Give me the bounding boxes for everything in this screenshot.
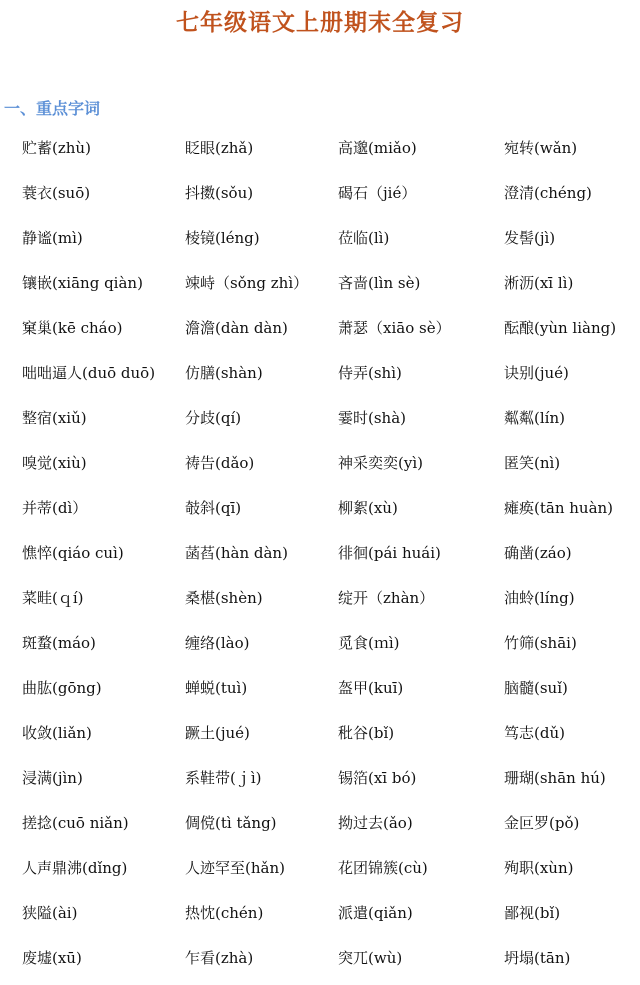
vocabulary-row	[0, 535, 640, 580]
vocabulary-entry: 静谧(mì)	[22, 229, 83, 247]
vocabulary-row	[0, 940, 640, 985]
vocabulary-entry: 菜畦(ｑí)	[22, 589, 84, 607]
vocabulary-entry: 人迹罕至(hǎn)	[185, 859, 285, 877]
vocabulary-entry: 坍塌(tān)	[504, 949, 571, 967]
vocabulary-row	[0, 850, 640, 895]
page-title: 七年级语文上册期末全复习	[176, 10, 464, 36]
vocabulary-entry: 笃志(dǔ)	[504, 724, 565, 742]
vocabulary-entry: 贮蓄(zhù)	[22, 139, 91, 157]
vocabulary-entry: 蝉蜕(tuì)	[185, 679, 248, 697]
vocabulary-entry: 收敛(liǎn)	[22, 724, 92, 742]
vocabulary-entry: 窠巢(kē cháo)	[22, 319, 123, 337]
vocabulary-entry: 桑椹(shèn)	[185, 589, 263, 607]
vocabulary-entry: 废墟(xū)	[22, 949, 82, 967]
vocabulary-entry: 珊瑚(shān hú)	[504, 769, 606, 787]
vocabulary-row	[0, 895, 640, 940]
vocabulary-entry: 徘徊(pái huái)	[338, 544, 441, 562]
vocabulary-entry: 咄咄逼人(duō duō)	[22, 364, 156, 382]
vocabulary-entry: 曲肱(gōng)	[22, 679, 102, 697]
vocabulary-entry: 菡萏(hàn dàn)	[185, 544, 288, 562]
vocabulary-row	[0, 580, 640, 625]
vocabulary-entry: 缠络(lào)	[185, 634, 250, 652]
vocabulary-entry: 抖擞(sǒu)	[185, 184, 254, 202]
vocabulary-entry: 澄清(chéng)	[504, 184, 592, 202]
vocabulary-row	[0, 130, 640, 175]
vocabulary-entry: 突兀(wù)	[338, 949, 403, 967]
vocabulary-row	[0, 490, 640, 535]
vocabulary-row	[0, 400, 640, 445]
vocabulary-entry: 宛转(wǎn)	[504, 139, 578, 157]
vocabulary-entry: 锡箔(xī bó)	[338, 769, 417, 787]
vocabulary-entry: 粼粼(lín)	[504, 409, 565, 427]
vocabulary-entry: 澹澹(dàn dàn)	[185, 319, 288, 337]
vocabulary-entry: 嗅觉(xiù)	[22, 454, 87, 472]
vocabulary-entry: 拗过去(ǎo)	[338, 814, 413, 832]
vocabulary-entry: 油蛉(líng)	[504, 589, 575, 607]
vocabulary-entry: 倜傥(tì tǎng)	[185, 814, 277, 832]
vocabulary-entry: 盔甲(kuī)	[338, 679, 404, 697]
vocabulary-entry: 侍弄(shì)	[338, 364, 402, 382]
vocabulary-entry: 仿膳(shàn)	[185, 364, 263, 382]
vocabulary-entry: 镶嵌(xiāng qiàn)	[22, 274, 143, 292]
vocabulary-entry: 霎时(shà)	[338, 409, 407, 427]
vocabulary-entry: 确凿(záo)	[504, 544, 572, 562]
vocabulary-entry: 棱镜(léng)	[185, 229, 260, 247]
vocabulary-entry: 人声鼎沸(dǐng)	[22, 859, 128, 877]
vocabulary-row	[0, 265, 640, 310]
vocabulary-entry: 并蒂(dì）	[22, 499, 88, 517]
section-heading: 一、重点字词	[4, 99, 101, 118]
vocabulary-entry: 斑蝥(máo)	[22, 634, 96, 652]
vocabulary-entry: 发髻(jì)	[504, 229, 556, 247]
vocabulary-entry: 热忱(chén)	[185, 904, 264, 922]
vocabulary-entry: 蓑衣(suō)	[22, 184, 91, 202]
vocabulary-entry: 憔悴(qiáo cuì)	[22, 544, 124, 562]
vocabulary-entry: 淅沥(xī lì)	[504, 274, 574, 292]
vocabulary-entry: 系鞋带(ｊì)	[185, 769, 262, 787]
vocabulary-entry: 攲斜(qī)	[185, 499, 242, 517]
vocabulary-row	[0, 175, 640, 220]
vocabulary-entry: 分歧(qí)	[185, 409, 242, 427]
vocabulary-row	[0, 310, 640, 355]
vocabulary-entry: 派遣(qiǎn)	[338, 904, 413, 922]
vocabulary-entry: 脑髓(suǐ)	[504, 679, 568, 697]
vocabulary-entry: 高邈(miǎo)	[338, 139, 417, 157]
vocabulary-entry: 浸满(jìn)	[22, 769, 83, 787]
vocabulary-entry: 金叵罗(pǒ)	[504, 814, 580, 832]
vocabulary-entry: 吝啬(lìn sè)	[338, 274, 421, 292]
vocabulary-row	[0, 805, 640, 850]
vocabulary-row	[0, 670, 640, 715]
vocabulary-entry: 绽开（zhàn）	[338, 589, 435, 607]
vocabulary-grid	[0, 130, 640, 985]
vocabulary-entry: 莅临(lì)	[338, 229, 390, 247]
vocabulary-entry: 鄙视(bǐ)	[504, 904, 561, 922]
vocabulary-entry: 蹶土(jué)	[185, 724, 250, 742]
vocabulary-entry: 整宿(xiǔ)	[22, 409, 87, 427]
vocabulary-entry: 诀别(jué)	[504, 364, 569, 382]
vocabulary-entry: 柳絮(xù)	[338, 499, 398, 517]
vocabulary-entry: 神采奕奕(yì)	[338, 454, 423, 472]
vocabulary-row	[0, 625, 640, 670]
vocabulary-entry: 竦峙（sǒng zhì）	[185, 274, 309, 292]
vocabulary-entry: 狭隘(ài)	[22, 904, 78, 922]
vocabulary-entry: 匿笑(nì)	[504, 454, 561, 472]
vocabulary-entry: 眨眼(zhǎ)	[185, 139, 254, 157]
vocabulary-entry: 碣石（jié）	[338, 184, 417, 202]
vocabulary-entry: 竹筛(shāi)	[504, 634, 577, 652]
vocabulary-entry: 乍看(zhà)	[185, 949, 254, 967]
vocabulary-entry: 花团锦簇(cù)	[338, 859, 428, 877]
vocabulary-entry: 酝酿(yùn liàng)	[504, 319, 617, 337]
vocabulary-row	[0, 220, 640, 265]
vocabulary-row	[0, 355, 640, 400]
vocabulary-row	[0, 715, 640, 760]
vocabulary-entry: 殉职(xùn)	[504, 859, 574, 877]
vocabulary-entry: 祷告(dǎo)	[185, 454, 255, 472]
vocabulary-row	[0, 760, 640, 805]
vocabulary-entry: 瘫痪(tān huàn)	[504, 499, 614, 517]
vocabulary-entry: 搓捻(cuō niǎn)	[22, 814, 129, 832]
vocabulary-entry: 秕谷(bǐ)	[338, 724, 395, 742]
vocabulary-entry: 觅食(ｍì)	[338, 634, 400, 652]
vocabulary-row	[0, 445, 640, 490]
vocabulary-entry: 萧瑟（xiāo sè）	[338, 319, 451, 337]
